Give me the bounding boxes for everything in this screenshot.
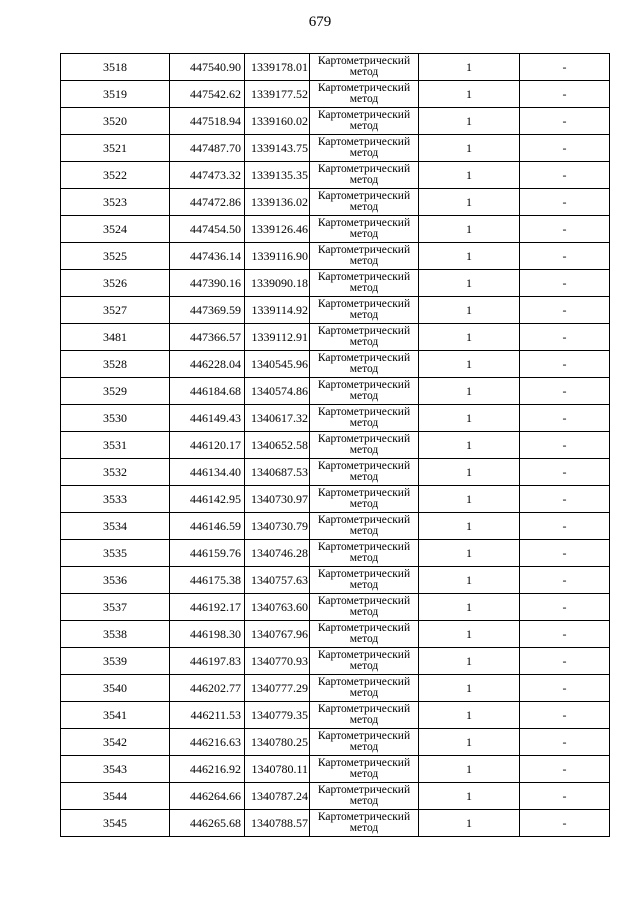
method-label-line2: метод (349, 66, 379, 78)
point-id-cell: 3526 (61, 270, 170, 297)
table-row (61, 297, 610, 324)
point-id-cell: 3538 (61, 621, 170, 648)
y-coordinate-cell: 1339135.35 (245, 162, 310, 189)
table-row (61, 729, 610, 756)
table-row (61, 216, 610, 243)
point-id-cell: 3543 (61, 756, 170, 783)
point-id-cell: 3518 (61, 54, 170, 81)
method-cell (310, 108, 419, 135)
accuracy-cell: 1 (419, 459, 520, 486)
note-cell: - (520, 459, 610, 486)
accuracy-cell: 1 (419, 594, 520, 621)
table-row (61, 54, 610, 81)
note-cell: - (520, 216, 610, 243)
method-cell (310, 162, 419, 189)
accuracy-cell: 1 (419, 729, 520, 756)
x-coordinate-cell: 447518.94 (170, 108, 245, 135)
method-label-line1: Картометрический (317, 622, 411, 634)
note-cell: - (520, 405, 610, 432)
point-id-cell: 3534 (61, 513, 170, 540)
y-coordinate-cell: 1340746.28 (245, 540, 310, 567)
note-cell: - (520, 486, 610, 513)
method-label-line1: Картометрический (317, 460, 411, 472)
x-coordinate-cell: 447436.14 (170, 243, 245, 270)
method-cell (310, 567, 419, 594)
method-cell (310, 378, 419, 405)
x-coordinate-cell: 447454.50 (170, 216, 245, 243)
method-label-line1: Картометрический (317, 649, 411, 661)
method-cell (310, 729, 419, 756)
table-row (61, 189, 610, 216)
method-label-line2: метод (349, 498, 379, 510)
method-label-line2: метод (349, 525, 379, 537)
method-label-line1: Картометрический (317, 271, 411, 283)
note-cell: - (520, 729, 610, 756)
y-coordinate-cell: 1339136.02 (245, 189, 310, 216)
x-coordinate-cell: 447369.59 (170, 297, 245, 324)
point-id-cell: 3539 (61, 648, 170, 675)
x-coordinate-cell: 446211.53 (170, 702, 245, 729)
point-id-cell: 3544 (61, 783, 170, 810)
point-id-cell: 3521 (61, 135, 170, 162)
method-label-line1: Картометрический (317, 541, 411, 553)
x-coordinate-cell: 446216.63 (170, 729, 245, 756)
table-row (61, 621, 610, 648)
point-id-cell: 3529 (61, 378, 170, 405)
method-cell (310, 54, 419, 81)
point-id-cell: 3481 (61, 324, 170, 351)
accuracy-cell: 1 (419, 189, 520, 216)
point-id-cell: 3536 (61, 567, 170, 594)
accuracy-cell: 1 (419, 324, 520, 351)
accuracy-cell: 1 (419, 216, 520, 243)
table-row (61, 81, 610, 108)
method-label-line1: Картометрический (317, 676, 411, 688)
note-cell: - (520, 54, 610, 81)
method-label-line2: метод (349, 201, 379, 213)
accuracy-cell: 1 (419, 756, 520, 783)
method-label-line1: Картометрический (317, 163, 411, 175)
accuracy-cell: 1 (419, 81, 520, 108)
method-label-line2: метод (349, 660, 379, 672)
note-cell: - (520, 189, 610, 216)
point-id-cell: 3537 (61, 594, 170, 621)
table-row (61, 702, 610, 729)
method-label-line2: метод (349, 417, 379, 429)
accuracy-cell: 1 (419, 378, 520, 405)
note-cell: - (520, 378, 610, 405)
note-cell: - (520, 324, 610, 351)
y-coordinate-cell: 1340687.53 (245, 459, 310, 486)
method-label-line1: Картометрический (317, 244, 411, 256)
method-cell (310, 486, 419, 513)
table-row (61, 675, 610, 702)
x-coordinate-cell: 446134.40 (170, 459, 245, 486)
table-row (61, 378, 610, 405)
y-coordinate-cell: 1339177.52 (245, 81, 310, 108)
method-label-line2: метод (349, 741, 379, 753)
method-label-line2: метод (349, 390, 379, 402)
point-id-cell: 3533 (61, 486, 170, 513)
note-cell: - (520, 270, 610, 297)
accuracy-cell: 1 (419, 540, 520, 567)
accuracy-cell: 1 (419, 162, 520, 189)
point-id-cell: 3541 (61, 702, 170, 729)
method-label-line2: метод (349, 687, 379, 699)
x-coordinate-cell: 446216.92 (170, 756, 245, 783)
accuracy-cell: 1 (419, 621, 520, 648)
method-cell (310, 648, 419, 675)
method-label-line2: метод (349, 255, 379, 267)
y-coordinate-cell: 1340545.96 (245, 351, 310, 378)
note-cell: - (520, 702, 610, 729)
method-cell (310, 135, 419, 162)
method-cell (310, 81, 419, 108)
y-coordinate-cell: 1340779.35 (245, 702, 310, 729)
accuracy-cell: 1 (419, 270, 520, 297)
point-id-cell: 3535 (61, 540, 170, 567)
method-label-line2: метод (349, 606, 379, 618)
accuracy-cell: 1 (419, 108, 520, 135)
note-cell: - (520, 567, 610, 594)
method-cell (310, 621, 419, 648)
point-id-cell: 3528 (61, 351, 170, 378)
point-id-cell: 3545 (61, 810, 170, 837)
y-coordinate-cell: 1340770.93 (245, 648, 310, 675)
note-cell: - (520, 432, 610, 459)
note-cell: - (520, 297, 610, 324)
note-cell: - (520, 162, 610, 189)
method-cell (310, 297, 419, 324)
y-coordinate-cell: 1340777.29 (245, 675, 310, 702)
method-label-line1: Картометрический (317, 730, 411, 742)
method-label-line1: Картометрический (317, 190, 411, 202)
method-label-line2: метод (349, 309, 379, 321)
point-id-cell: 3527 (61, 297, 170, 324)
method-label-line1: Картометрический (317, 703, 411, 715)
method-cell (310, 594, 419, 621)
y-coordinate-cell: 1340574.86 (245, 378, 310, 405)
note-cell: - (520, 810, 610, 837)
y-coordinate-cell: 1340788.57 (245, 810, 310, 837)
note-cell: - (520, 513, 610, 540)
x-coordinate-cell: 447473.32 (170, 162, 245, 189)
x-coordinate-cell: 446197.83 (170, 648, 245, 675)
method-label-line2: метод (349, 822, 379, 834)
method-label-line2: метод (349, 714, 379, 726)
note-cell: - (520, 351, 610, 378)
method-cell (310, 513, 419, 540)
page-number: 679 (308, 14, 332, 30)
accuracy-cell: 1 (419, 405, 520, 432)
method-label-line2: метод (349, 93, 379, 105)
table-row (61, 594, 610, 621)
y-coordinate-cell: 1340767.96 (245, 621, 310, 648)
point-id-cell: 3520 (61, 108, 170, 135)
y-coordinate-cell: 1340787.24 (245, 783, 310, 810)
accuracy-cell: 1 (419, 702, 520, 729)
accuracy-cell: 1 (419, 297, 520, 324)
method-cell (310, 702, 419, 729)
y-coordinate-cell: 1339160.02 (245, 108, 310, 135)
method-label-line1: Картометрический (317, 487, 411, 499)
method-cell (310, 270, 419, 297)
method-label-line2: метод (349, 795, 379, 807)
x-coordinate-cell: 446159.76 (170, 540, 245, 567)
method-cell (310, 243, 419, 270)
method-label-line2: метод (349, 363, 379, 375)
method-label-line1: Картометрический (317, 568, 411, 580)
method-label-line2: метод (349, 282, 379, 294)
x-coordinate-cell: 446198.30 (170, 621, 245, 648)
accuracy-cell: 1 (419, 648, 520, 675)
x-coordinate-cell: 447542.62 (170, 81, 245, 108)
point-id-cell: 3519 (61, 81, 170, 108)
method-label-line1: Картометрический (317, 109, 411, 121)
method-label-line1: Картометрический (317, 82, 411, 94)
method-cell (310, 459, 419, 486)
accuracy-cell: 1 (419, 567, 520, 594)
method-label-line1: Картометрический (317, 217, 411, 229)
accuracy-cell: 1 (419, 351, 520, 378)
coordinates-table-body (61, 54, 610, 837)
point-id-cell: 3542 (61, 729, 170, 756)
point-id-cell: 3531 (61, 432, 170, 459)
method-label-line2: метод (349, 174, 379, 186)
note-cell: - (520, 243, 610, 270)
note-cell: - (520, 135, 610, 162)
method-label-line1: Картометрический (317, 55, 411, 67)
method-label-line1: Картометрический (317, 325, 411, 337)
point-id-cell: 3524 (61, 216, 170, 243)
y-coordinate-cell: 1339143.75 (245, 135, 310, 162)
method-cell (310, 351, 419, 378)
table-row (61, 432, 610, 459)
method-label-line1: Картометрический (317, 784, 411, 796)
accuracy-cell: 1 (419, 513, 520, 540)
table-row (61, 270, 610, 297)
table-row (61, 324, 610, 351)
method-label-line1: Картометрический (317, 757, 411, 769)
x-coordinate-cell: 447472.86 (170, 189, 245, 216)
x-coordinate-cell: 446228.04 (170, 351, 245, 378)
accuracy-cell: 1 (419, 675, 520, 702)
method-cell (310, 756, 419, 783)
y-coordinate-cell: 1339116.90 (245, 243, 310, 270)
method-cell (310, 189, 419, 216)
method-cell (310, 810, 419, 837)
note-cell: - (520, 594, 610, 621)
method-label-line1: Картометрический (317, 406, 411, 418)
table-row (61, 648, 610, 675)
note-cell: - (520, 783, 610, 810)
y-coordinate-cell: 1339112.91 (245, 324, 310, 351)
y-coordinate-cell: 1340757.63 (245, 567, 310, 594)
table-row (61, 405, 610, 432)
accuracy-cell: 1 (419, 486, 520, 513)
method-label-line1: Картометрический (317, 136, 411, 148)
x-coordinate-cell: 446146.59 (170, 513, 245, 540)
y-coordinate-cell: 1340780.11 (245, 756, 310, 783)
table-row (61, 756, 610, 783)
method-label-line1: Картометрический (317, 352, 411, 364)
method-label-line2: метод (349, 633, 379, 645)
table-row (61, 243, 610, 270)
method-label-line1: Картометрический (317, 379, 411, 391)
method-cell (310, 405, 419, 432)
x-coordinate-cell: 447487.70 (170, 135, 245, 162)
method-label-line2: метод (349, 228, 379, 240)
note-cell: - (520, 621, 610, 648)
accuracy-cell: 1 (419, 783, 520, 810)
table-row (61, 513, 610, 540)
point-id-cell: 3525 (61, 243, 170, 270)
method-label-line2: метод (349, 147, 379, 159)
method-label-line1: Картометрический (317, 514, 411, 526)
note-cell: - (520, 756, 610, 783)
method-cell (310, 324, 419, 351)
method-cell (310, 216, 419, 243)
y-coordinate-cell: 1339114.92 (245, 297, 310, 324)
x-coordinate-cell: 446149.43 (170, 405, 245, 432)
x-coordinate-cell: 447540.90 (170, 54, 245, 81)
point-id-cell: 3522 (61, 162, 170, 189)
x-coordinate-cell: 446175.38 (170, 567, 245, 594)
method-cell (310, 783, 419, 810)
method-label-line1: Картометрический (317, 811, 411, 823)
coordinates-table (60, 53, 610, 837)
accuracy-cell: 1 (419, 432, 520, 459)
y-coordinate-cell: 1340780.25 (245, 729, 310, 756)
point-id-cell: 3532 (61, 459, 170, 486)
table-row (61, 567, 610, 594)
method-label-line1: Картометрический (317, 595, 411, 607)
x-coordinate-cell: 446192.17 (170, 594, 245, 621)
point-id-cell: 3523 (61, 189, 170, 216)
table-row (61, 162, 610, 189)
accuracy-cell: 1 (419, 810, 520, 837)
y-coordinate-cell: 1339090.18 (245, 270, 310, 297)
accuracy-cell: 1 (419, 54, 520, 81)
x-coordinate-cell: 446142.95 (170, 486, 245, 513)
method-label-line2: метод (349, 579, 379, 591)
method-label-line1: Картометрический (317, 433, 411, 445)
method-label-line1: Картометрический (317, 298, 411, 310)
note-cell: - (520, 648, 610, 675)
x-coordinate-cell: 446184.68 (170, 378, 245, 405)
y-coordinate-cell: 1340617.32 (245, 405, 310, 432)
table-row (61, 108, 610, 135)
x-coordinate-cell: 446264.66 (170, 783, 245, 810)
x-coordinate-cell: 446120.17 (170, 432, 245, 459)
x-coordinate-cell: 446265.68 (170, 810, 245, 837)
method-label-line2: метод (349, 120, 379, 132)
y-coordinate-cell: 1339178.01 (245, 54, 310, 81)
table-row (61, 810, 610, 837)
table-row (61, 135, 610, 162)
method-cell (310, 432, 419, 459)
method-label-line2: метод (349, 552, 379, 564)
x-coordinate-cell: 447390.16 (170, 270, 245, 297)
method-label-line2: метод (349, 336, 379, 348)
method-label-line2: метод (349, 471, 379, 483)
y-coordinate-cell: 1340730.79 (245, 513, 310, 540)
method-label-line2: метод (349, 768, 379, 780)
note-cell: - (520, 108, 610, 135)
note-cell: - (520, 675, 610, 702)
y-coordinate-cell: 1340763.60 (245, 594, 310, 621)
point-id-cell: 3540 (61, 675, 170, 702)
accuracy-cell: 1 (419, 243, 520, 270)
x-coordinate-cell: 447366.57 (170, 324, 245, 351)
point-id-cell: 3530 (61, 405, 170, 432)
x-coordinate-cell: 446202.77 (170, 675, 245, 702)
method-cell (310, 675, 419, 702)
note-cell: - (520, 540, 610, 567)
table-row (61, 783, 610, 810)
y-coordinate-cell: 1340730.97 (245, 486, 310, 513)
table-row (61, 351, 610, 378)
table-row (61, 540, 610, 567)
table-row (61, 486, 610, 513)
method-cell (310, 540, 419, 567)
note-cell: - (520, 81, 610, 108)
table-row (61, 459, 610, 486)
accuracy-cell: 1 (419, 135, 520, 162)
y-coordinate-cell: 1340652.58 (245, 432, 310, 459)
method-label-line2: метод (349, 444, 379, 456)
y-coordinate-cell: 1339126.46 (245, 216, 310, 243)
